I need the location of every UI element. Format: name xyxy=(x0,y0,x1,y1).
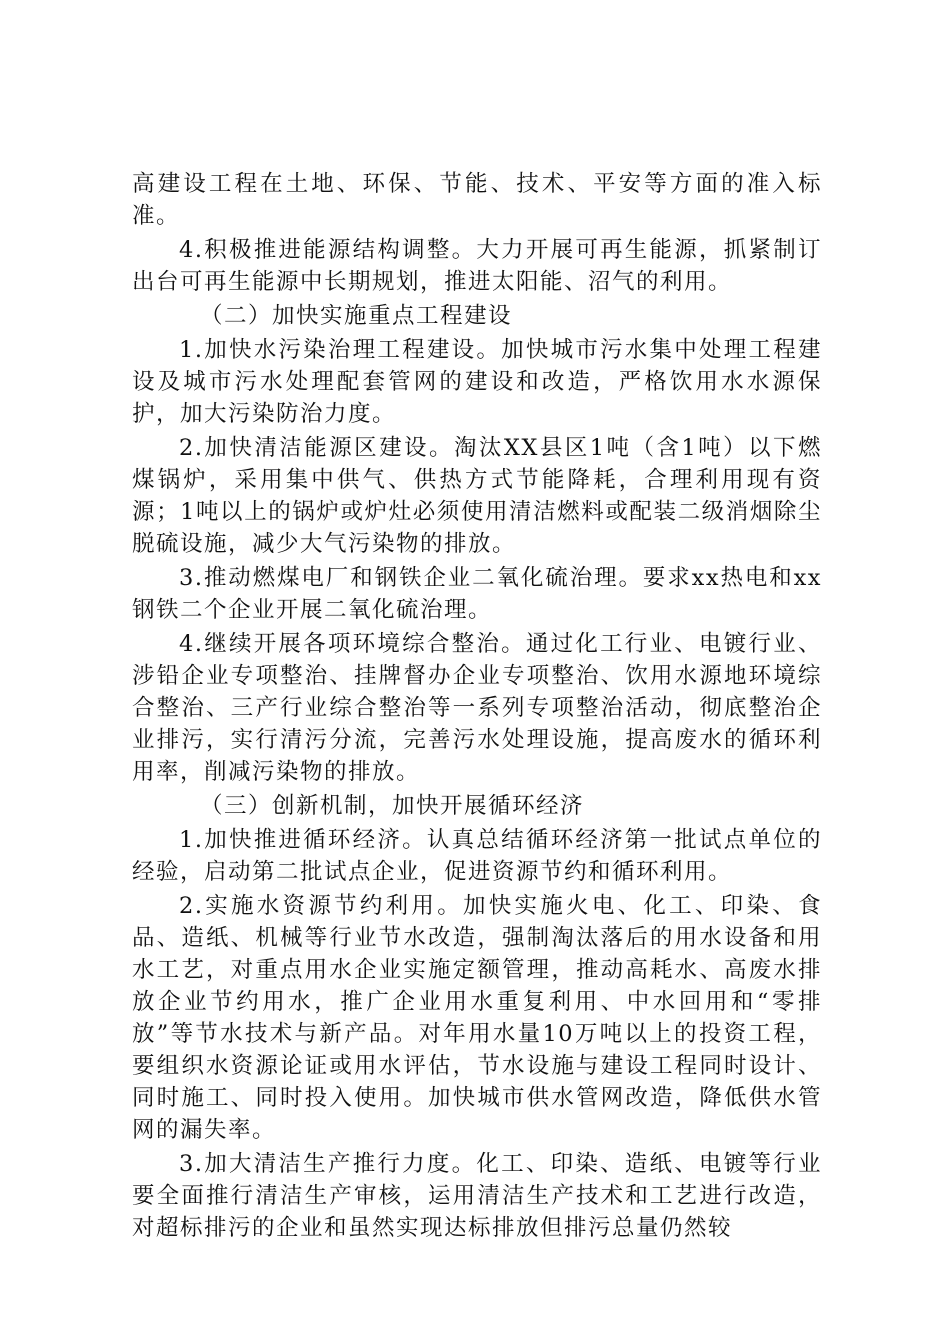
paragraph-continued: 高建设工程在土地、环保、节能、技术、平安等方面的准入标准。 xyxy=(132,171,822,229)
section-heading-key-projects: （二）加快实施重点工程建设 xyxy=(200,303,513,329)
document-body xyxy=(132,168,822,1246)
paragraph-sulfur-dioxide: 3.推动燃煤电厂和钢铁企业二氧化硫治理。要求xx热电和xx钢铁二个企业开展二氧化硫治理。 xyxy=(132,565,822,623)
paragraph-energy-structure: 4.积极推进能源结构调整。大力开展可再生能源，抓紧制订出台可再生能源中长期规划，推进太阳能、沼气的利用。 xyxy=(132,237,822,295)
paragraph-water-saving: 2.实施水资源节约利用。加快实施火电、化工、印染、食品、造纸、机械等行业节水改造，强制淘汰落后的用水设备和用水工艺，对重点用水企业实施定额管理，推动高耗水、高废水排放企业节约用水，推广企业用水重复利用、中水回用和“零排放”等节水技术与新产品。对年用水量10万吨以上的投资工程，要组织水资源论证或用水评估，节水设施与建设工程同时设计、同时施工、同时投入使用。加快城市供水管网改造，降低供水管网的漏失率。 xyxy=(132,893,822,1143)
paragraph-environment-rectification: 4.继续开展各项环境综合整治。通过化工行业、电镀行业、涉铅企业专项整治、挂牌督办企业专项整治、饮用水源地环境综合整治、三产行业综合整治等一系列专项整治活动，彻底整治企业排污，实行清污分流，完善污水处理设施，提高废水的循环利用率，削减污染物的排放。 xyxy=(132,631,822,785)
paragraph-circular-economy: 1.加快推进循环经济。认真总结循环经济第一批试点单位的经验，启动第二批试点企业，促进资源节约和循环利用。 xyxy=(132,827,822,885)
section-heading-circular-economy: （三）创新机制，加快开展循环经济 xyxy=(200,793,585,819)
paragraph-water-pollution: 1.加快水污染治理工程建设。加快城市污水集中处理工程建设及城市污水处理配套管网的建设和改造，严格饮用水水源保护，加大污染防治力度。 xyxy=(132,337,822,427)
paragraph-clean-energy: 2.加快清洁能源区建设。淘汰XX县区1吨（含1吨）以下燃煤锅炉，采用集中供气、供热方式节能降耗，合理利用现有资源；1吨以上的锅炉或炉灶必须使用清洁燃料或配装二级消烟除尘脱硫设施，减少大气污染物的排放。 xyxy=(132,435,822,557)
paragraph-clean-production: 3.加大清洁生产推行力度。化工、印染、造纸、电镀等行业要全面推行清洁生产审核，运用清洁生产技术和工艺进行改造，对超标排污的企业和虽然实现达标排放但排污总量仍然较 xyxy=(132,1151,822,1241)
